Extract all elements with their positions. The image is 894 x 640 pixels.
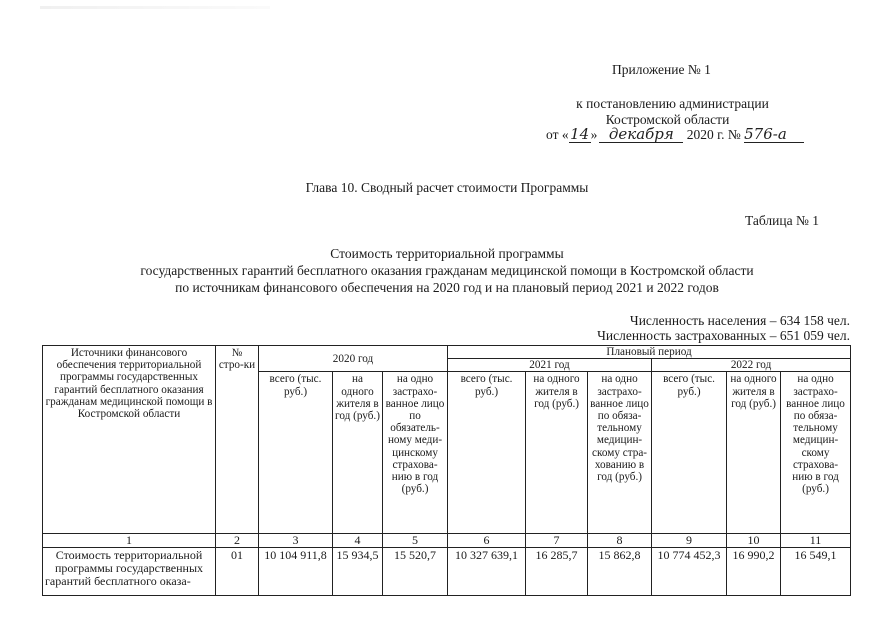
column-number: 11 [781,534,851,548]
header-year-2021: 2021 год [448,359,652,372]
column-number: 4 [333,534,383,548]
column-number: 9 [652,534,727,548]
table-caption-line3: по источникам финансового обеспечения на 2020 год и на плановый период 2021 и 2022 годов [175,280,719,295]
header-2021-per-insured: на одно застрахо-ванное лицо по обяза-тельному медицин-скому стра-хованию в год (руб.) [588,372,652,534]
header-2020-per-resident: на одного жителя в год (руб.) [333,372,383,534]
header-2021-total: всего (тыс. руб.) [448,372,526,534]
header-2022-total: всего (тыс. руб.) [652,372,727,534]
value-2020-per-resident: 15 934,5 [333,548,383,596]
date-close: » [590,127,598,142]
column-number: 2 [216,534,259,548]
table-label: Таблица № 1 [745,213,819,228]
header-2021-per-resident: на одного жителя в год (руб.) [526,372,588,534]
table-caption-line2: государственных гарантий бесплатного оказания гражданам медицинской помощи в Костромской области [140,263,754,278]
year-number-text: 2020 г. № [686,127,741,142]
handwritten-number: 576-а [744,127,804,143]
value-2020-total: 10 104 911,8 [259,548,333,596]
header-year-2022: 2022 год [652,359,851,372]
table-row [43,548,851,596]
value-2022-total: 10 774 452,3 [652,548,727,596]
value-2021-per-insured: 15 862,8 [588,548,652,596]
header-2020-total: всего (тыс. руб.) [259,372,333,534]
population-insured: Численность застрахованных – 651 059 чел. [597,328,850,343]
value-2021-per-resident: 16 285,7 [526,548,588,596]
header-2022-per-insured: на одно застрахо-ванное лицо по обяза-тельному медицин-скому страхова-нию в год (руб.) [781,372,851,534]
header-2022-per-resident: на одного жителя в год (руб.) [727,372,781,534]
header-planned-period: Плановый период [448,346,851,359]
region-line: Костромской области [605,112,730,127]
column-number: 6 [448,534,526,548]
value-2022-per-insured: 16 549,1 [781,548,851,596]
resolution-line: к постановлению администрации [576,96,769,111]
column-number: 7 [526,534,588,548]
value-2020-per-insured: 15 520,7 [383,548,448,596]
cost-table [42,345,851,596]
column-number-row [43,534,851,548]
resolution-date-line [546,127,804,143]
header-year-2020: 2020 год [259,346,448,372]
column-number: 3 [259,534,333,548]
column-number: 5 [383,534,448,548]
row-number: 01 [216,548,259,596]
column-number: 8 [588,534,652,548]
value-2021-total: 10 327 639,1 [448,548,526,596]
header-source: Источники финансового обеспечения территориальной программы государственных гарантий бесплатного оказания гражданам медицинской помощи в Костромской области [43,346,216,534]
row-source-name: Стоимость территориальной программы государственных гарантий бесплатного оказа- [43,548,216,596]
value-2022-per-resident: 16 990,2 [727,548,781,596]
scan-artifact [40,6,270,9]
column-number: 1 [43,534,216,548]
appendix-label: Приложение № 1 [612,62,711,77]
column-number: 10 [727,534,781,548]
handwritten-day: 14 [570,125,590,143]
handwritten-month: декабря [599,127,683,143]
header-2020-per-insured: на одно застрахо-ванное лицо по обязатель-ному меди-цинскому страхова-нию в год (руб.) [383,372,448,534]
date-prefix: от « [546,127,569,142]
chapter-title: Глава 10. Сводный расчет стоимости Программы [305,180,589,195]
header-row-number: № стро-ки [216,346,259,534]
population-total: Численность населения – 634 158 чел. [629,313,850,328]
table-caption-line1: Стоимость территориальной программы [330,246,564,261]
